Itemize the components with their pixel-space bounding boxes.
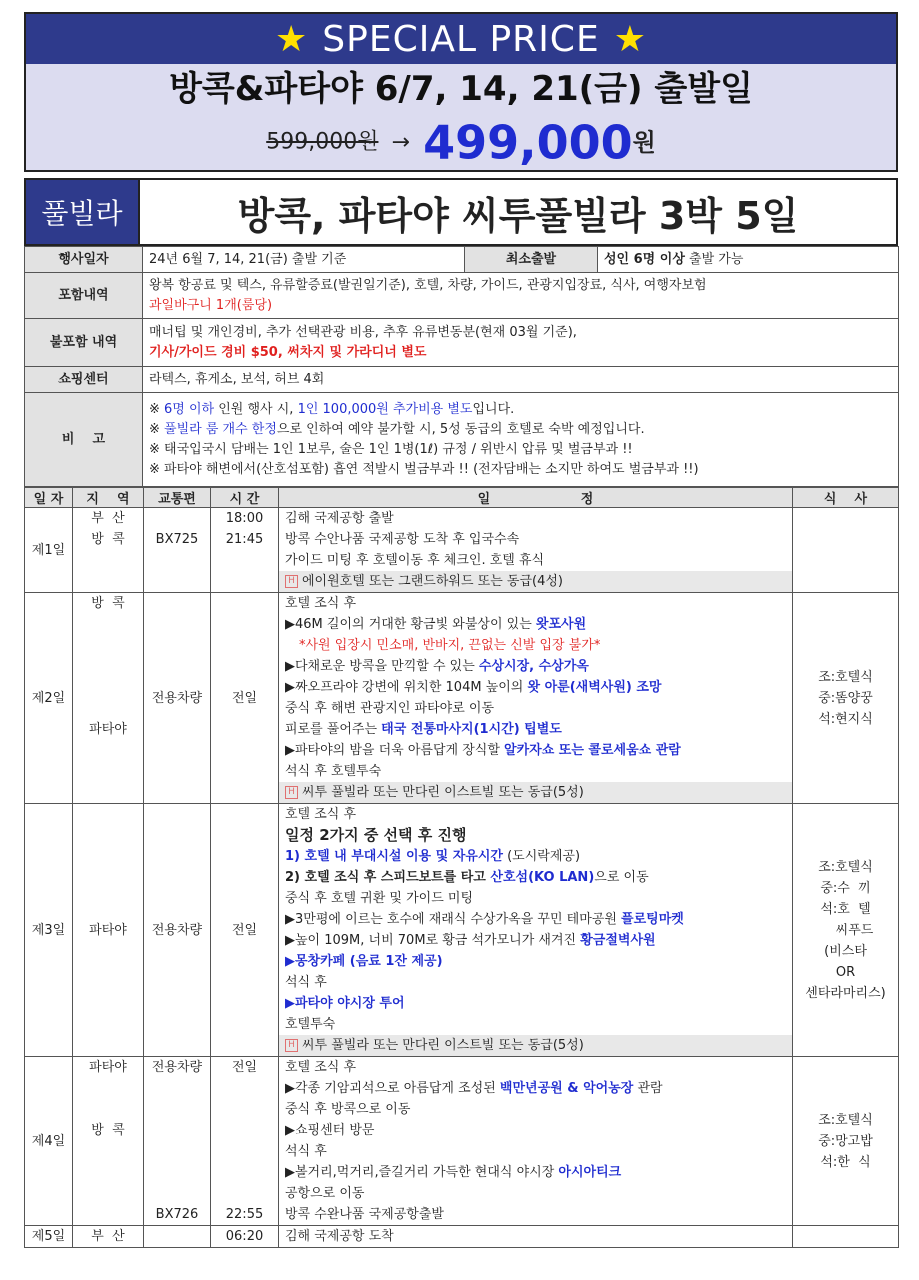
header-transport: 교통편 <box>144 488 211 508</box>
included-line: 과일바구니 1개(룸당) <box>149 297 273 313</box>
arrow-icon: → <box>391 129 410 155</box>
product-title: 방콕, 파타야 씨투풀빌라 3박 5일 <box>237 193 799 238</box>
day-region: 방 콕 파타야 <box>73 593 144 804</box>
hotel-icon: H <box>285 786 298 799</box>
header-meal: 식 사 <box>793 488 899 508</box>
min-departure-value <box>598 247 899 273</box>
header-schedule: 일 정 <box>279 488 793 508</box>
schedule-row-day4 <box>25 1057 899 1226</box>
day-schedule: 호텔 조식 후 일정 2가지 중 선택 후 진행 1) 호텔 내 부대시설 이용 및 자유시간 (도시락제공) 2) 호텔 조식 후 스피드보트를 타고 산호섬(KO LAN)으로 이동 중식 후 호텔 귀환 및 가이드 미팅 ▶3만평에 이르는 호수에 재래식 수상가옥을 꾸민 테마공원 플로팅마켓 ▶높이 109M, 너비 70M로 황금 석가모니가 새겨진 황금절벽사원 ▶몽창카페 (음료 1잔 제공) 석식 후 ▶파타야 야시장 투어 호텔투숙 H 씨투 풀빌라 또는 만다린 이스트빌 또는 동급(5성) <box>279 804 793 1057</box>
itinerary-document <box>24 12 898 1248</box>
day-region: 부 산 <box>73 1226 144 1248</box>
new-price: 499,000 <box>423 115 633 170</box>
old-price: 599,000원 <box>266 129 379 155</box>
day-transport: BX725 <box>144 508 211 593</box>
special-price-banner <box>24 12 898 172</box>
info-table <box>24 246 899 487</box>
period-value: 24년 6월 7, 14, 21(금) 출발 기준 <box>143 247 465 273</box>
shopping-label: 쇼핑센터 <box>25 367 143 393</box>
day-schedule: 김해 국제공항 도착 <box>279 1226 793 1248</box>
info-row-excluded <box>25 319 899 367</box>
excluded-line: 기사/가이드 경비 $50, 써차지 및 가라디너 별도 <box>149 344 427 360</box>
day-time: 전일 <box>211 804 279 1057</box>
price-line <box>26 114 896 170</box>
day-meal: 조:호텔식 중:망고밥 석:한 식 <box>793 1057 899 1226</box>
day-schedule: 김해 국제공항 출발 방콕 수안나품 국제공항 도착 후 입국수속 가이드 미팅 후 호텔이동 후 체크인. 호텔 휴식 H 에이원호텔 또는 그랜드하워드 또는 동급(4성) <box>279 508 793 593</box>
product-tag: 풀빌라 <box>26 180 140 244</box>
day-meal <box>793 1226 899 1248</box>
day-schedule: 호텔 조식 후 ▶각종 기암괴석으로 아름답게 조성된 백만년공원 & 악어농장 관람 중식 후 방콕으로 이동 ▶쇼핑센터 방문 석식 후 ▶볼거리,먹거리,즐길거리 가득한 현대식 야시장 아시아티크 공항으로 이동 방콕 수완나품 국제공항출발 <box>279 1057 793 1226</box>
hotel-line: H 에이원호텔 또는 그랜드하워드 또는 동급(4성) <box>279 571 792 592</box>
included-line: 왕복 항공료 및 텍스, 유류할증료(발권일기준), 호텔, 차량, 가이드, 관광지입장료, 식사, 여행자보험 <box>149 277 707 293</box>
star-icon: ★ <box>275 18 309 60</box>
min-departure-bold: 성인 6명 이상 <box>604 251 685 267</box>
header-day: 일 자 <box>25 488 73 508</box>
header-time: 시 간 <box>211 488 279 508</box>
schedule-row-day1 <box>25 508 899 593</box>
day-meal <box>793 508 899 593</box>
day-meal: 조:호텔식 중:똠양꿍 석:현지식 <box>793 593 899 804</box>
day-transport <box>144 1226 211 1248</box>
schedule-row-day5 <box>25 1226 899 1248</box>
day-label: 제4일 <box>25 1057 73 1226</box>
day-transport: 전용차량 <box>144 593 211 804</box>
note-line: ※ 6명 이하 인원 행사 시, 1인 100,000원 추가비용 별도입니다. <box>149 401 515 417</box>
day-region: 부 산 방 콕 <box>73 508 144 593</box>
day-label: 제3일 <box>25 804 73 1057</box>
banner-headline: SPECIAL PRICE <box>322 18 600 60</box>
currency-unit: 원 <box>632 128 656 157</box>
notes-label: 비 고 <box>25 393 143 487</box>
hotel-line: H 씨투 풀빌라 또는 만다린 이스트빌 또는 동급(5성) <box>279 1035 792 1056</box>
shopping-value: 라텍스, 휴게소, 보석, 허브 4회 <box>143 367 899 393</box>
info-row-notes <box>25 393 899 487</box>
period-label: 행사일자 <box>25 247 143 273</box>
min-departure-rest: 출발 가능 <box>684 251 744 267</box>
hotel-icon: H <box>285 575 298 588</box>
day-meal: 조:호텔식 중:수 끼 석:호 텔 씨푸드 (비스타 OR 센타라마리스) <box>793 804 899 1057</box>
hotel-icon: H <box>285 1039 298 1052</box>
day-time: 전일 22:55 <box>211 1057 279 1226</box>
day-transport: 전용차량 BX726 <box>144 1057 211 1226</box>
banner-subtitle: 방콕&파타야 6/7, 14, 21(금) 출발일 <box>169 69 753 109</box>
product-title-row <box>24 178 898 246</box>
schedule-header-row <box>25 488 899 508</box>
min-departure-label: 최소출발 <box>465 247 598 273</box>
day-time: 18:00 21:45 <box>211 508 279 593</box>
day-schedule: 호텔 조식 후 ▶46M 길이의 거대한 황금빛 와불상이 있는 왓포사원 *사원 입장시 민소매, 반바지, 끈없는 신발 입장 불가* ▶다채로운 방콕을 만끽할 수 있는 수상시장, 수상가옥 ▶짜오프라야 강변에 위치한 104M 높이의 왓 아룬(새벽사원) 조망 중식 후 해변 관광지인 파타야로 이동 피로를 풀어주는 태국 전통마사지(1시간) 팁별도 ▶파타야의 밤을 더욱 아름답게 장식할 알카자쇼 또는 콜로세움쇼 관람 석식 후 호텔투숙 H 씨투 풀빌라 또는 만다린 이스트빌 또는 동급(5성) <box>279 593 793 804</box>
day-label: 제2일 <box>25 593 73 804</box>
excluded-line: 매너팁 및 개인경비, 추가 선택관광 비용, 추후 유류변동분(현재 03월 기준), <box>149 324 577 340</box>
included-label: 포함내역 <box>25 273 143 319</box>
note-line: ※ 태국입국시 담배는 1인 1보루, 술은 1인 1병(1ℓ) 규정 / 위반시 압류 및 벌금부과 !! <box>149 441 633 457</box>
star-icon: ★ <box>613 18 647 60</box>
schedule-row-day2 <box>25 593 899 804</box>
note-line: ※ 파타야 해변에서(산호섬포함) 흡연 적발시 벌금부과 !! (전자담배는 소지만 하여도 벌금부과 !!) <box>149 461 699 477</box>
notes-value <box>143 393 899 487</box>
schedule-table <box>24 487 899 1248</box>
day-transport: 전용차량 <box>144 804 211 1057</box>
day-label: 제1일 <box>25 508 73 593</box>
info-row-included <box>25 273 899 319</box>
info-row-period <box>25 247 899 273</box>
excluded-value <box>143 319 899 367</box>
day-time: 전일 <box>211 593 279 804</box>
info-row-shopping <box>25 367 899 393</box>
banner-headline-bar <box>26 14 896 64</box>
day-region: 파타야 <box>73 804 144 1057</box>
day-label: 제5일 <box>25 1226 73 1248</box>
header-region: 지 역 <box>73 488 144 508</box>
day-region: 파타야 방 콕 <box>73 1057 144 1226</box>
excluded-label: 불포함 내역 <box>25 319 143 367</box>
hotel-line: H 씨투 풀빌라 또는 만다린 이스트빌 또는 동급(5성) <box>279 782 792 803</box>
day-time: 06:20 <box>211 1226 279 1248</box>
included-value <box>143 273 899 319</box>
schedule-row-day3 <box>25 804 899 1057</box>
note-line: ※ 풀빌라 룸 개수 한정으로 인하여 예약 불가할 시, 5성 동급의 호텔로 숙박 예정입니다. <box>149 421 645 437</box>
